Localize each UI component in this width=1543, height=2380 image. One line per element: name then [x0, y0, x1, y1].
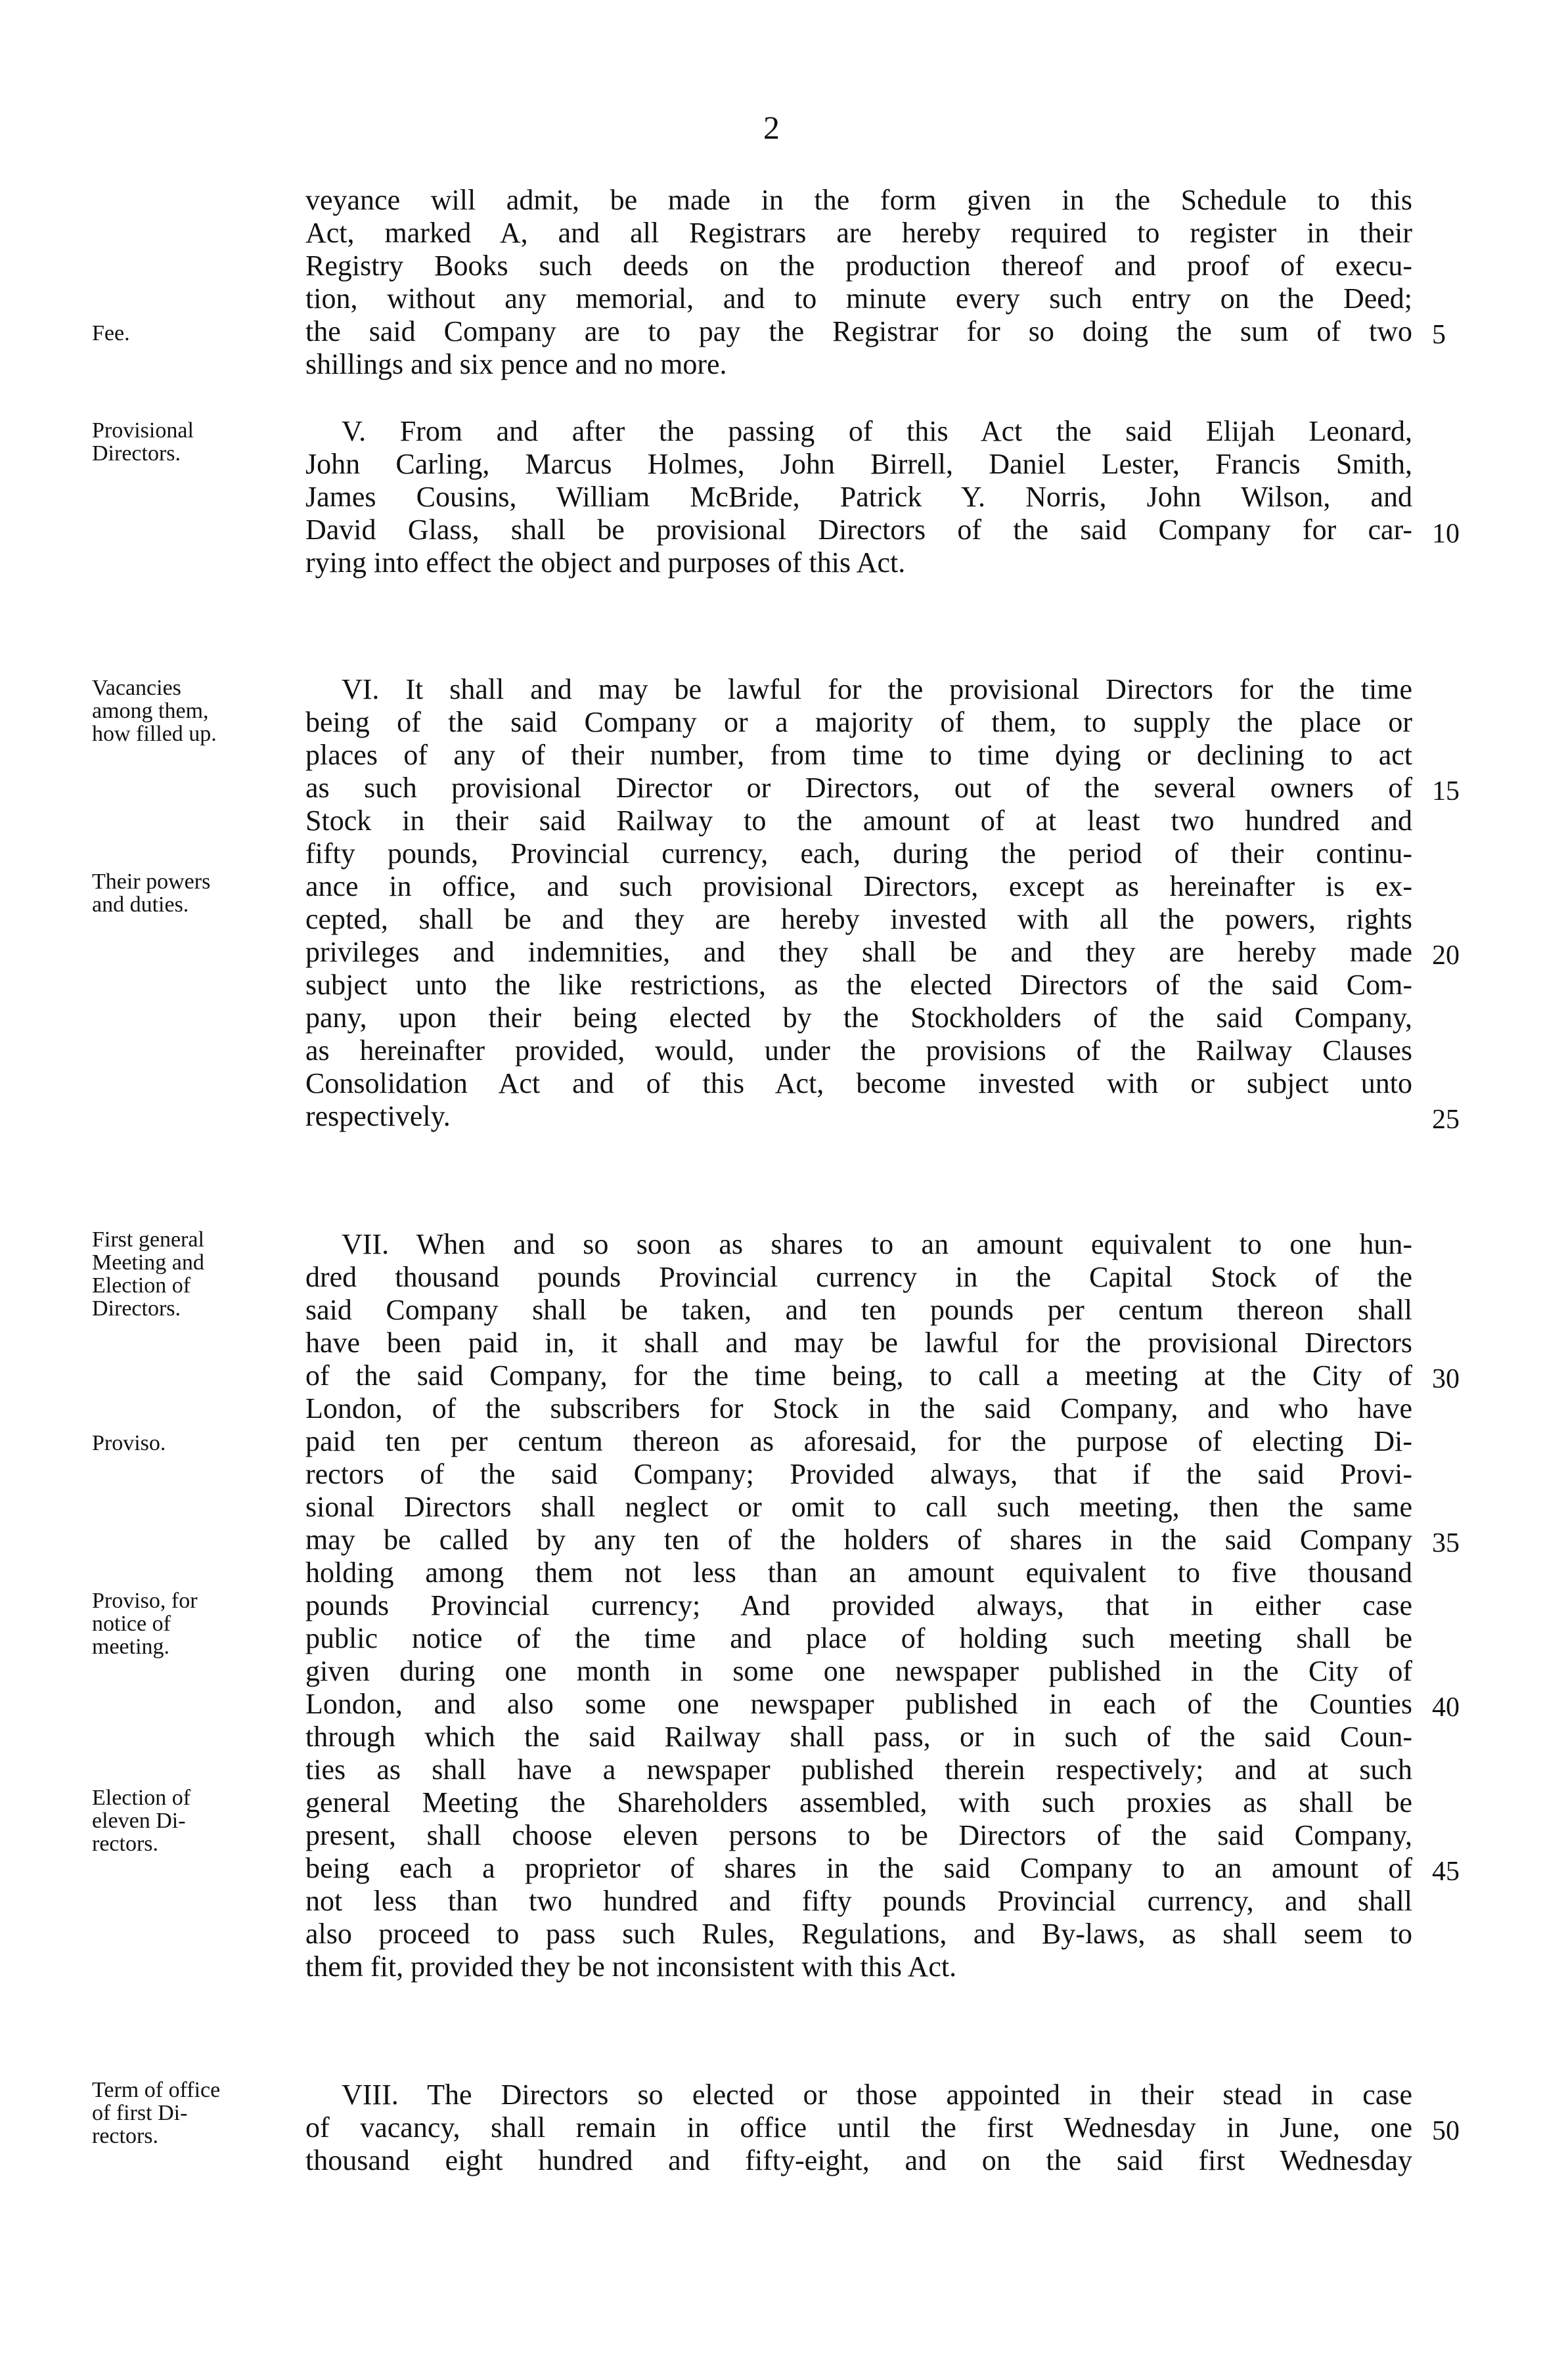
text-line: being each a proprietor of shares in the said Company to an amount of — [305, 1852, 1412, 1884]
text-line: respectively. — [305, 1100, 451, 1132]
line-number: 15 — [1432, 776, 1460, 806]
text-line: VI. It shall and may be lawful for the provisional Directors for the time — [342, 673, 1412, 705]
text-line: London, of the subscribers for Stock in the said Company, and who have — [305, 1392, 1412, 1424]
text-line: London, and also some one newspaper published in each of the Counties — [305, 1688, 1412, 1720]
text-line: pounds Provincial currency; And provided always, that in either case — [305, 1589, 1412, 1621]
line-number: 35 — [1432, 1528, 1460, 1558]
text-line: tion, without any memorial, and to minute every such entry on the Deed; — [305, 282, 1412, 315]
text-line: Consolidation Act and of this Act, become invested with or subject unto — [305, 1067, 1412, 1099]
margin-note: Provisional Directors. — [92, 418, 194, 466]
margin-note: Fee. — [92, 321, 130, 345]
text-line: VIII. The Directors so elected or those appointed in their stead in case — [342, 2079, 1412, 2111]
text-line: Act, marked A, and all Registrars are hereby required to register in their — [305, 217, 1412, 249]
text-line: pany, upon their being elected by the Stockholders of the said Company, — [305, 1002, 1412, 1034]
text-line: present, shall choose eleven persons to be Directors of the said Company, — [305, 1819, 1412, 1851]
text-line: may be called by any ten of the holders of shares in the said Company — [305, 1524, 1412, 1556]
line-number: 40 — [1432, 1692, 1460, 1723]
text-line: privileges and indemnities, and they shall be and they are hereby made — [305, 936, 1412, 968]
margin-note: First general Meeting and Election of Directors. — [92, 1227, 204, 1321]
margin-note: Proviso, for notice of meeting. — [92, 1589, 198, 1659]
text-line: cepted, shall be and they are hereby invested with all the powers, rights — [305, 903, 1412, 935]
line-number: 10 — [1432, 519, 1460, 549]
margin-note: Proviso. — [92, 1431, 166, 1455]
text-line: subject unto the like restrictions, as the elected Directors of the said Com- — [305, 969, 1412, 1001]
text-line: V. From and after the passing of this Act the said Elijah Leonard, — [342, 415, 1412, 447]
text-line: rying into effect the object and purposes of this Act. — [305, 546, 906, 579]
text-line: of the said Company, for the time being, to call a meeting at the City of — [305, 1359, 1412, 1392]
margin-note: Their powers and duties. — [92, 870, 211, 917]
text-line: James Cousins, William McBride, Patrick Y. Norris, John Wilson, and — [305, 481, 1412, 513]
text-line: dred thousand pounds Provincial currency in the Capital Stock of the — [305, 1261, 1412, 1293]
text-line: Registry Books such deeds on the production thereof and proof of execu- — [305, 250, 1412, 282]
margin-note: Election of eleven Di- rectors. — [92, 1786, 191, 1856]
text-line: holding among them not less than an amount equivalent to five thousand — [305, 1556, 1412, 1589]
line-number: 5 — [1432, 320, 1446, 350]
text-line: them fit, provided they be not inconsistent with this Act. — [305, 1950, 957, 1983]
text-line: paid ten per centum thereon as aforesaid, for the purpose of electing Di- — [305, 1425, 1412, 1457]
text-line: shillings and six pence and no more. — [305, 348, 727, 380]
line-number: 30 — [1432, 1364, 1460, 1394]
margin-note: Vacancies among them, how filled up. — [92, 676, 217, 746]
text-line: John Carling, Marcus Holmes, John Birrell, Daniel Lester, Francis Smith, — [305, 448, 1412, 480]
text-line: ties as shall have a newspaper published therein respectively; and at such — [305, 1753, 1412, 1786]
text-line: Stock in their said Railway to the amount of at least two hundred and — [305, 804, 1412, 837]
text-line: rectors of the said Company; Provided always, that if the said Provi- — [305, 1458, 1412, 1490]
text-line: fifty pounds, Provincial currency, each, during the period of their continu- — [305, 837, 1412, 870]
line-number: 25 — [1432, 1105, 1460, 1135]
text-line: places of any of their number, from time to time dying or declining to act — [305, 739, 1412, 771]
text-line: said Company shall be taken, and ten pounds per centum thereon shall — [305, 1294, 1412, 1326]
text-line: ance in office, and such provisional Directors, except as hereinafter is ex- — [305, 870, 1412, 902]
text-line: David Glass, shall be provisional Directors of the said Company for car- — [305, 514, 1412, 546]
text-line: also proceed to pass such Rules, Regulations, and By-laws, as shall seem to — [305, 1918, 1412, 1950]
text-line: through which the said Railway shall pass, or in such of the said Coun- — [305, 1721, 1412, 1753]
line-number: 50 — [1432, 2116, 1460, 2146]
text-line: as hereinafter provided, would, under the provisions of the Railway Clauses — [305, 1034, 1412, 1067]
page-number: 2 — [763, 109, 780, 146]
text-line: given during one month in some one newspaper published in the City of — [305, 1655, 1412, 1687]
line-number: 45 — [1432, 1857, 1460, 1887]
text-line: veyance will admit, be made in the form given in the Schedule to this — [305, 184, 1412, 216]
text-line: thousand eight hundred and fifty-eight, and on the said first Wednesday — [305, 2144, 1412, 2176]
text-line: VII. When and so soon as shares to an amount equivalent to one hun- — [342, 1228, 1412, 1260]
margin-note: Term of office of first Di- rectors. — [92, 2078, 221, 2148]
text-line: of vacancy, shall remain in office until the first Wednesday in June, one — [305, 2111, 1412, 2144]
text-line: as such provisional Director or Directors, out of the several owners of — [305, 772, 1412, 804]
text-line: sional Directors shall neglect or omit to call such meeting, then the same — [305, 1491, 1412, 1523]
text-line: the said Company are to pay the Registrar for so doing the sum of two — [305, 315, 1412, 347]
text-line: public notice of the time and place of holding such meeting shall be — [305, 1622, 1412, 1654]
text-line: have been paid in, it shall and may be lawful for the provisional Directors — [305, 1327, 1412, 1359]
text-line: being of the said Company or a majority of them, to supply the place or — [305, 706, 1412, 738]
line-number: 20 — [1432, 940, 1460, 971]
text-line: general Meeting the Shareholders assembled, with such proxies as shall be — [305, 1786, 1412, 1818]
text-line: not less than two hundred and fifty pounds Provincial currency, and shall — [305, 1885, 1412, 1917]
